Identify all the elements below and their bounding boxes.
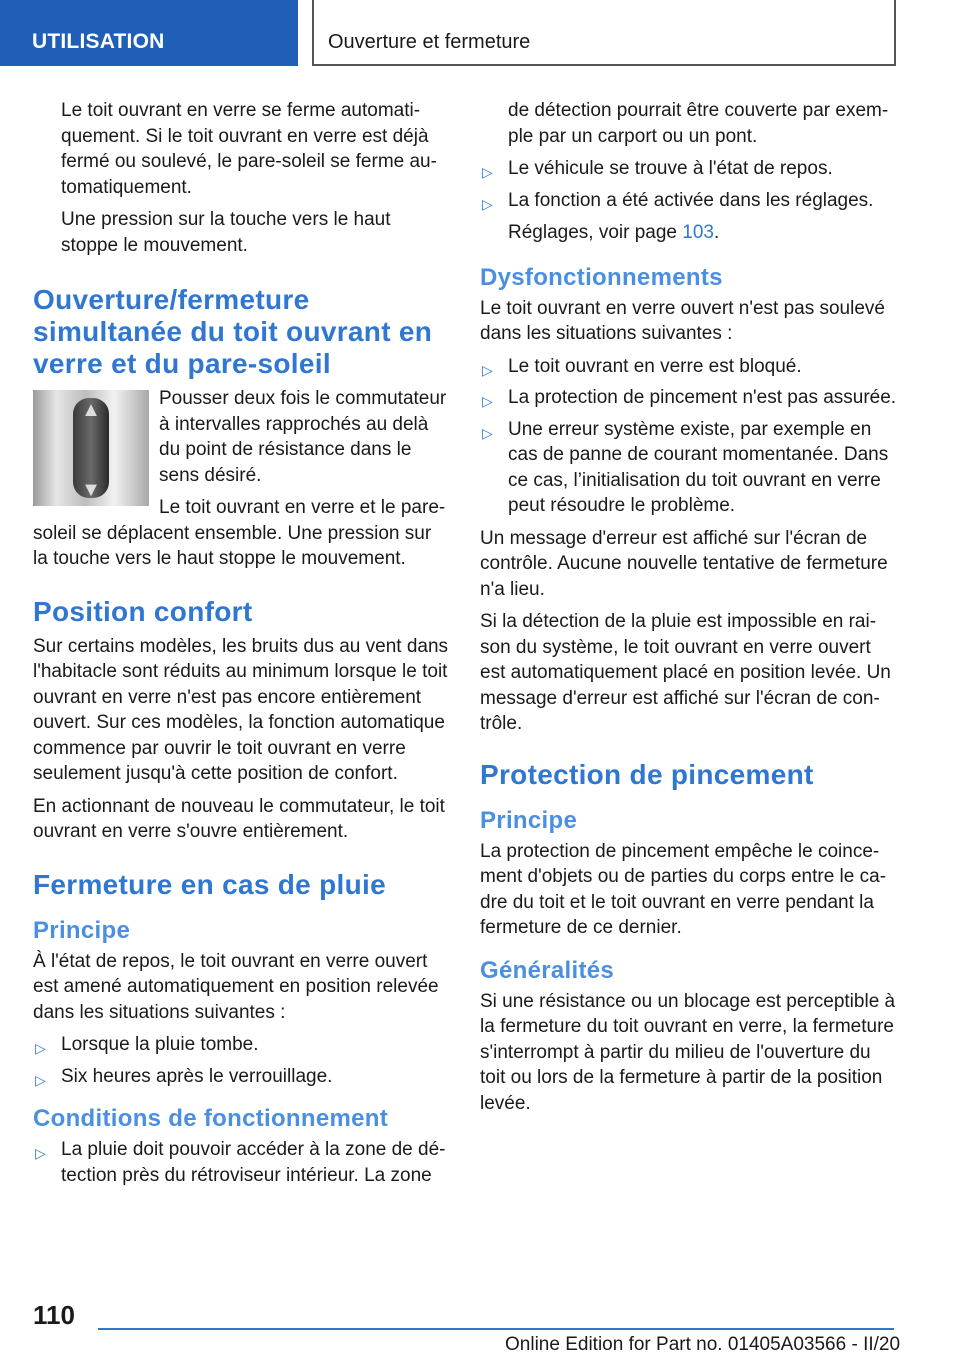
list-item: ▷ Le véhicule se trouve à l'état de repos.: [480, 156, 898, 182]
bullet-triangle-icon: ▷: [482, 361, 493, 378]
bullet-list: [480, 156, 898, 213]
list-item: ▷ Six heures après le verrouillage.: [33, 1064, 451, 1090]
paragraph: En actionnant de nouveau le commutateur, le toit ouvrant en verre s'ouvre entièrement.: [33, 795, 445, 842]
arrow-down-icon: ▼: [81, 479, 101, 501]
paragraph: À l'état de repos, le toit ouvrant en verre ouvert est amené automatiquement en position relevée dans les situations suivantes :: [33, 950, 439, 1023]
subheading-principle: Principe: [480, 806, 578, 834]
left-column: [33, 98, 451, 1195]
paragraph: Le toit ouvrant en verre et le pare-soleil se déplacent ensemble. Une pression sur la touche vers le haut stoppe le mouvement.: [33, 497, 446, 569]
footer-divider: [98, 1328, 894, 1330]
page-number: 110: [33, 1300, 75, 1330]
paragraph: de détection pourrait être couverte par exemple par un carport ou un pont.: [508, 100, 889, 147]
subheading-principle: Principe: [33, 916, 131, 944]
list-item: ▷ Le toit ouvrant en verre est bloqué.: [480, 354, 898, 380]
bullet-list: [33, 1137, 451, 1188]
right-column: [480, 98, 898, 1123]
arrow-up-icon: ▲: [81, 399, 101, 421]
bullet-triangle-icon: ▷: [482, 195, 493, 212]
heading-simultaneous: Ouverture/fermeture simultanée du toit ouvrant en verre et du pare-soleil: [33, 284, 433, 379]
intro-paragraph: Une pression sur la touche vers le haut stoppe le mouvement.: [61, 209, 391, 256]
paragraph: Si la détection de la pluie est impossible en raison du système, le toit ouvrant en verre ouvert est automatiquement placé en position levée. Un message d'erreur est affiché sur l'écran de contrôle.: [480, 611, 891, 734]
bullet-triangle-icon: ▷: [35, 1040, 46, 1056]
list-item: ▷ Une erreur système existe, par exemple en cas de panne de courant momentanée. Dans ce cas, l’initialisation du toit ouvrant en verre peut résoudre le problème.: [482, 418, 889, 516]
subheading-general: Généralités: [480, 956, 615, 984]
subheading-conditions: Conditions de fonctionnement: [33, 1105, 389, 1132]
switch-image: [33, 390, 149, 506]
bullet-list: [33, 1032, 451, 1089]
page-link[interactable]: 103: [682, 222, 714, 243]
section-tab: UTILISATION: [0, 0, 298, 66]
bullet-triangle-icon: ▷: [35, 1071, 46, 1088]
page-title: Ouverture et fermeture: [312, 0, 896, 66]
paragraph: Pousser deux fois le commutateur à intervalles rapprochés au delà du point de résistance dans le sens désiré.: [159, 388, 447, 486]
list-item: ▷ La fonction a été activée dans les réglages.: [480, 188, 898, 214]
paragraph: Le toit ouvrant en verre ouvert n'est pas soulevé dans les situations suivantes :: [480, 297, 885, 344]
list-item: ▷ Lorsque la pluie tombe.: [33, 1032, 451, 1058]
bullet-triangle-icon: ▷: [482, 164, 493, 180]
edition-text: Online Edition for Part no. 01405A03566 - II/20: [505, 1334, 901, 1355]
paragraph: Sur certains modèles, les bruits dus au vent dans l'habitacle sont réduits au minimum lorsque le toit ouvrant en verre n'est pas encore entièrement ouvert. Sur ces modèles, la fonction automatique commence par ouvrir le toit ouvrant en verre seulement jusqu'à cette position de confort.: [33, 635, 449, 784]
list-item: ▷ La pluie doit pouvoir accéder à la zone de détection près du rétroviseur intérieur. La zone: [35, 1139, 446, 1186]
bullet-list: [480, 354, 898, 519]
bullet-triangle-icon: ▷: [35, 1145, 46, 1161]
heading-rain: Fermeture en cas de pluie: [33, 868, 386, 900]
intro-paragraph: Le toit ouvrant en verre se ferme automatiquement. Si le toit ouvrant en verre est déjà fermé ou soulevé, le pare-soleil se ferme automatiquement.: [61, 100, 437, 198]
subheading-malfunctions: Dysfonctionnements: [480, 263, 723, 291]
paragraph: Si une résistance ou un blocage est perceptible à la fermeture du toit ouvrant en verre, la fermeture s'interrompt à partir du milieu de l'ouverture du toit ou lors de la fermeture à partir de la position levée.: [480, 990, 896, 1114]
paragraph: Un message d'erreur est affiché sur l'écran de contrôle. Aucune nouvelle tentative de fermeture n'a lieu.: [480, 527, 888, 600]
paragraph: La protection de pincement empêche le coincement d'objets ou de parties du corps entre le cadre du toit et le toit ouvrant en verre pendant la fermeture de ce dernier.: [480, 840, 887, 938]
bullet-triangle-icon: ▷: [482, 424, 493, 441]
heading-comfort: Position confort: [33, 595, 253, 627]
heading-pinch-protection: Protection de pincement: [480, 758, 814, 790]
bullet-triangle-icon: ▷: [482, 393, 493, 409]
list-item: ▷ La protection de pincement n'est pas assurée.: [480, 385, 898, 411]
page-reference: Réglages, voir page 103.: [508, 222, 720, 243]
